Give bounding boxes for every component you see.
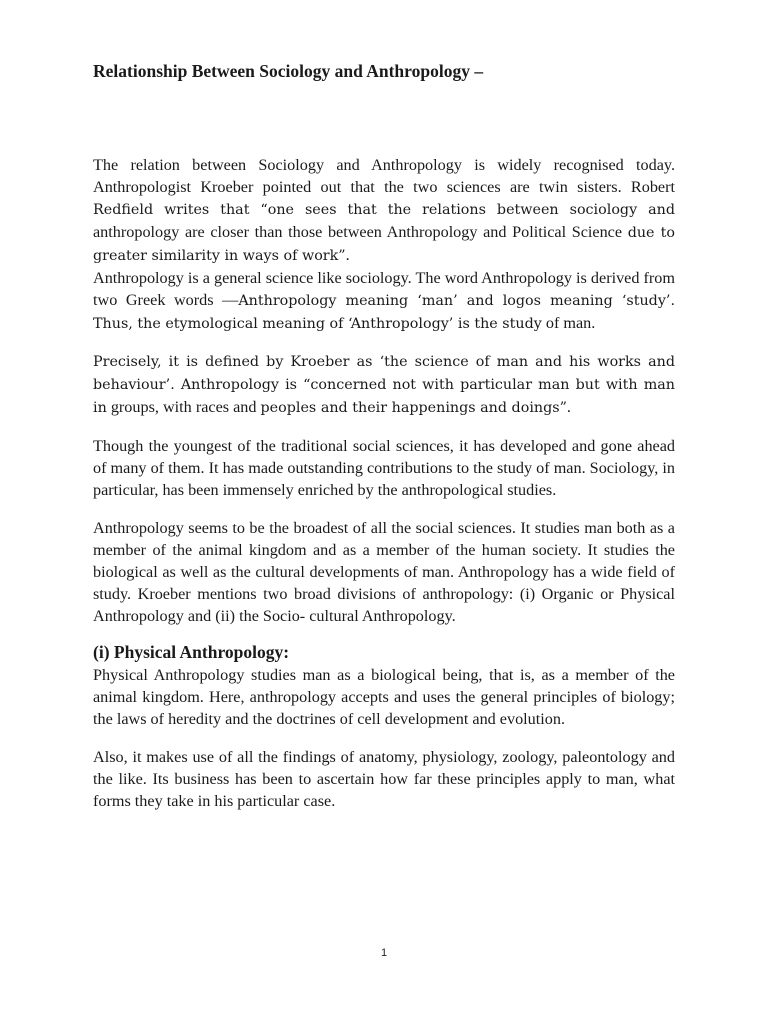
document-page: [93, 59, 675, 812]
paragraph-text: groups, with races and: [106, 398, 261, 416]
highlighted-text: Precisely, it is defined by Kroeber as ‘the science of man and his works and behaviour’. Anthropology is “concerned not with particular man but with man in: [93, 354, 675, 416]
paragraph-text: anthropology are closer than those between Anthropology and Political Science: [93, 223, 628, 241]
paragraph-text: The relation between Sociology and Anthropology is widely recognised today. Anthropologist Kroeber pointed out that the two sciences are twin sisters. Robert: [93, 156, 675, 196]
section-heading-physical-anthropology: (i) Physical Anthropology:: [93, 642, 290, 662]
highlighted-text: Redfield writes that “one sees that the relations between sociology and: [93, 202, 675, 218]
paragraph-text: .: [345, 246, 350, 264]
paragraph-definition: [93, 350, 675, 419]
document-title: Relationship Between Sociology and Anthropology –: [93, 61, 484, 81]
paragraph-text: .: [566, 398, 571, 416]
paragraph-broadest: Anthropology seems to be the broadest of all the social sciences. It studies man both as a member of the animal kingdom and as a member of the human society. It studies the biological as well as the cultural developments of man. Anthropology has a wide field of study. Kroeber mentions two broad divisions of anthropology: (i) Organic or Physical Anthropology and (ii) the Socio- cultural Anthropology.: [93, 519, 675, 625]
paragraph-findings: Also, it makes use of all the findings of anatomy, physiology, zoology, paleontology and the like. Its business has been to ascertain how far these principles apply to man, what forms they take in his particular case.: [93, 748, 675, 810]
highlighted-text: due to greater similarity in ways of work”: [93, 225, 675, 264]
highlighted-text: peoples and their happenings and doings”: [260, 400, 567, 416]
highlighted-text: Anthropology meaning ‘man’ and logos meaning ‘study’. Thus, the etymological meaning of ‘Anthropology’ is the study: [93, 293, 675, 332]
paragraph-youngest: Though the youngest of the traditional social sciences, it has developed and gone ahead of many of them. It has made outstanding contributions to the study of man. Sociology, in particular, has been immensely enriched by the anthropological studies.: [93, 437, 675, 499]
paragraph-text: of man.: [541, 314, 596, 332]
paragraph-relation: [93, 154, 675, 267]
paragraph-physical: Physical Anthropology studies man as a biological being, that is, as a member of the animal kingdom. Here, anthropology accepts and uses the general principles of biology; the laws of heredity and the doctrines of cell development and evolution.: [93, 666, 675, 728]
paragraph-text: Anthropology is a general science like sociology. The word Anthropology is derived from two Greek words —: [93, 269, 675, 309]
paragraph-etymology: [93, 267, 675, 335]
page-number: 1: [380, 947, 388, 959]
